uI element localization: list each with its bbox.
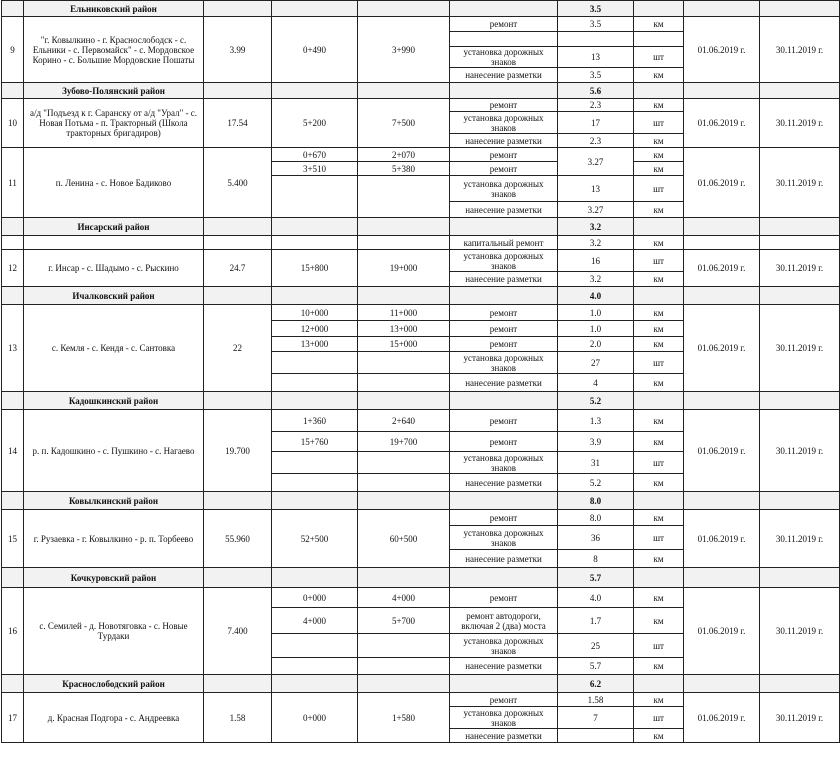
work-volume: 13 bbox=[558, 47, 634, 68]
km-from: 4+000 bbox=[272, 608, 358, 634]
work-volume: 3.5 bbox=[558, 68, 634, 83]
work-volume: 5.7 bbox=[558, 658, 634, 675]
district-name: Краснослободский район bbox=[24, 675, 204, 693]
table-row bbox=[2, 693, 840, 707]
road-length: 1.58 bbox=[204, 693, 272, 743]
km-from: 13+000 bbox=[272, 337, 358, 352]
km-to: 2+640 bbox=[358, 410, 450, 432]
district-total: 3.2 bbox=[558, 218, 634, 236]
road-name: р. п. Кадошкино - с. Пушкино - с. Нагаево bbox=[24, 410, 204, 492]
km-from: 1+360 bbox=[272, 410, 358, 432]
road-length: 5.400 bbox=[204, 148, 272, 218]
work-name: установка дорожных знаков bbox=[450, 707, 558, 729]
work-volume: 27 bbox=[558, 352, 634, 374]
work-name: установка дорожных знаков bbox=[450, 112, 558, 134]
work-unit: км bbox=[634, 162, 684, 176]
work-unit: шт bbox=[634, 452, 684, 474]
district-total: 5.6 bbox=[558, 83, 634, 99]
work-unit: км bbox=[634, 202, 684, 218]
road-name: с. Кемля - с. Кендя - с. Сантовка bbox=[24, 305, 204, 392]
work-name: нанесение разметки bbox=[450, 729, 558, 743]
work-volume bbox=[558, 729, 634, 743]
end-date: 30.11.2019 г. bbox=[760, 510, 840, 568]
km-to: 13+000 bbox=[358, 321, 450, 337]
district-name: Ковылкинский район bbox=[24, 492, 204, 510]
end-date: 30.11.2019 г. bbox=[760, 693, 840, 743]
row-number: 16 bbox=[2, 588, 24, 675]
table-row bbox=[2, 305, 840, 321]
work-volume: 16 bbox=[558, 250, 634, 272]
district-total: 5.2 bbox=[558, 392, 634, 410]
work-name: установка дорожных знаков bbox=[450, 250, 558, 272]
work-unit: км bbox=[634, 693, 684, 707]
road-name: г. Инсар - с. Шадымо - с. Рыскино bbox=[24, 250, 204, 287]
km-to: 1+580 bbox=[358, 693, 450, 743]
road-length: 19.700 bbox=[204, 410, 272, 492]
work-name: установка дорожных знаков bbox=[450, 47, 558, 68]
work-volume: 3.2 bbox=[558, 236, 634, 250]
end-date: 30.11.2019 г. bbox=[760, 250, 840, 287]
road-length: 3.99 bbox=[204, 17, 272, 83]
km-from: 0+000 bbox=[272, 588, 358, 608]
work-name: ремонт bbox=[450, 321, 558, 337]
work-volume: 4 bbox=[558, 374, 634, 392]
start-date: 01.06.2019 г. bbox=[684, 99, 760, 148]
district-row bbox=[2, 287, 840, 305]
work-unit: шт bbox=[634, 112, 684, 134]
row-number: 14 bbox=[2, 410, 24, 492]
district-name: Ельниковский район bbox=[24, 1, 204, 17]
table-row bbox=[2, 236, 840, 250]
work-unit: км bbox=[634, 236, 684, 250]
road-name: г. Рузаевка - г. Ковылкино - р. п. Торбеево bbox=[24, 510, 204, 568]
road-name: с. Семилей - д. Новотяговка - с. Новые Турдаки bbox=[24, 588, 204, 675]
work-name: капитальный ремонт bbox=[450, 236, 558, 250]
work-volume: 4.0 bbox=[558, 588, 634, 608]
end-date: 30.11.2019 г. bbox=[760, 17, 840, 83]
row-number: 12 bbox=[2, 250, 24, 287]
work-unit: км bbox=[634, 305, 684, 321]
district-row bbox=[2, 568, 840, 588]
work-name: ремонт bbox=[450, 510, 558, 526]
work-unit: км bbox=[634, 410, 684, 432]
work-volume: 1.3 bbox=[558, 410, 634, 432]
work-unit: шт bbox=[634, 176, 684, 202]
work-unit: шт bbox=[634, 526, 684, 550]
km-from: 52+500 bbox=[272, 510, 358, 568]
work-unit: км bbox=[634, 134, 684, 148]
district-name: Кадошкинский район bbox=[24, 392, 204, 410]
end-date: 30.11.2019 г. bbox=[760, 588, 840, 675]
km-to: 11+000 bbox=[358, 305, 450, 321]
row-number: 17 bbox=[2, 693, 24, 743]
end-date: 30.11.2019 г. bbox=[760, 410, 840, 492]
work-volume: 8.0 bbox=[558, 510, 634, 526]
work-name: установка дорожных знаков bbox=[450, 634, 558, 658]
work-unit: км bbox=[634, 658, 684, 675]
district-name: Кочкуровский район bbox=[24, 568, 204, 588]
km-to: 19+000 bbox=[358, 250, 450, 287]
km-from: 3+510 bbox=[272, 162, 358, 176]
row-number: 15 bbox=[2, 510, 24, 568]
work-unit: км bbox=[634, 729, 684, 743]
start-date: 01.06.2019 г. bbox=[684, 510, 760, 568]
district-name: Инсарский район bbox=[24, 218, 204, 236]
work-name: ремонт bbox=[450, 305, 558, 321]
road-length: 22 bbox=[204, 305, 272, 392]
work-name: нанесение разметки bbox=[450, 474, 558, 492]
work-name: ремонт автодороги, включая 2 (два) моста bbox=[450, 608, 558, 634]
row-number: 13 bbox=[2, 305, 24, 392]
start-date: 01.06.2019 г. bbox=[684, 410, 760, 492]
road-name: "г. Ковылкино - г. Краснослободск - с. Ельники - с. Первомайск" - с. Мордовское Корино - с. Большие Мордовские Пошаты bbox=[24, 17, 204, 83]
row-number: 11 bbox=[2, 148, 24, 218]
km-from: 0+490 bbox=[272, 17, 358, 83]
work-name: установка дорожных знаков bbox=[450, 452, 558, 474]
work-unit: км bbox=[634, 17, 684, 32]
road-works-table bbox=[1, 0, 840, 743]
work-volume: 1.7 bbox=[558, 608, 634, 634]
end-date: 30.11.2019 г. bbox=[760, 148, 840, 218]
table-row bbox=[2, 410, 840, 432]
work-name: нанесение разметки bbox=[450, 134, 558, 148]
km-from: 10+000 bbox=[272, 305, 358, 321]
work-volume: 8 bbox=[558, 550, 634, 568]
km-from: 0+000 bbox=[272, 693, 358, 743]
km-to: 5+380 bbox=[358, 162, 450, 176]
km-from: 0+670 bbox=[272, 148, 358, 162]
work-name: ремонт bbox=[450, 432, 558, 452]
district-row bbox=[2, 675, 840, 693]
km-to: 2+070 bbox=[358, 148, 450, 162]
start-date: 01.06.2019 г. bbox=[684, 17, 760, 83]
work-unit: шт bbox=[634, 250, 684, 272]
work-unit: шт bbox=[634, 634, 684, 658]
work-unit: км bbox=[634, 608, 684, 634]
start-date: 01.06.2019 г. bbox=[684, 148, 760, 218]
district-total: 6.2 bbox=[558, 675, 634, 693]
km-to: 3+990 bbox=[358, 17, 450, 83]
km-to: 7+500 bbox=[358, 99, 450, 148]
km-from: 15+760 bbox=[272, 432, 358, 452]
work-volume: 1.0 bbox=[558, 305, 634, 321]
work-name: ремонт bbox=[450, 17, 558, 32]
km-to: 19+700 bbox=[358, 432, 450, 452]
work-unit: км bbox=[634, 432, 684, 452]
district-total: 3.5 bbox=[558, 1, 634, 17]
work-unit: км bbox=[634, 374, 684, 392]
work-name: установка дорожных знаков bbox=[450, 526, 558, 550]
work-name: ремонт bbox=[450, 693, 558, 707]
row-number: 10 bbox=[2, 99, 24, 148]
km-to: 15+000 bbox=[358, 337, 450, 352]
district-row bbox=[2, 83, 840, 99]
table-row bbox=[2, 250, 840, 272]
km-to: 4+000 bbox=[358, 588, 450, 608]
work-volume: 13 bbox=[558, 176, 634, 202]
work-unit: км bbox=[634, 510, 684, 526]
km-from: 5+200 bbox=[272, 99, 358, 148]
work-volume: 1.0 bbox=[558, 321, 634, 337]
road-name: д. Красная Подгора - с. Андреевка bbox=[24, 693, 204, 743]
row-number: 9 bbox=[2, 17, 24, 83]
work-unit: км bbox=[634, 148, 684, 162]
work-name: установка дорожных знаков bbox=[450, 352, 558, 374]
work-unit: км bbox=[634, 68, 684, 83]
work-unit: км bbox=[634, 550, 684, 568]
work-name: ремонт bbox=[450, 148, 558, 162]
work-name: нанесение разметки bbox=[450, 658, 558, 675]
work-volume: 31 bbox=[558, 452, 634, 474]
km-from: 12+000 bbox=[272, 321, 358, 337]
district-row bbox=[2, 218, 840, 236]
work-unit: км bbox=[634, 321, 684, 337]
work-unit: км bbox=[634, 337, 684, 352]
work-volume: 3.27 bbox=[558, 202, 634, 218]
work-name: ремонт bbox=[450, 337, 558, 352]
end-date: 30.11.2019 г. bbox=[760, 99, 840, 148]
work-unit: км bbox=[634, 588, 684, 608]
table-row bbox=[2, 148, 840, 162]
start-date: 01.06.2019 г. bbox=[684, 693, 760, 743]
work-unit: км bbox=[634, 99, 684, 112]
work-name: ремонт bbox=[450, 99, 558, 112]
road-length: 7.400 bbox=[204, 588, 272, 675]
work-unit: км bbox=[634, 272, 684, 287]
km-to: 5+700 bbox=[358, 608, 450, 634]
work-volume: 2.3 bbox=[558, 134, 634, 148]
work-name: ремонт bbox=[450, 162, 558, 176]
work-unit: шт bbox=[634, 707, 684, 729]
table-row bbox=[2, 17, 840, 32]
work-name: нанесение разметки bbox=[450, 272, 558, 287]
work-volume: 25 bbox=[558, 634, 634, 658]
table-row bbox=[2, 588, 840, 608]
work-volume: 3.5 bbox=[558, 17, 634, 32]
road-length: 17.54 bbox=[204, 99, 272, 148]
work-unit: шт bbox=[634, 47, 684, 68]
district-row bbox=[2, 492, 840, 510]
work-name: ремонт bbox=[450, 410, 558, 432]
start-date: 01.06.2019 г. bbox=[684, 588, 760, 675]
start-date: 01.06.2019 г. bbox=[684, 305, 760, 392]
road-length: 24.7 bbox=[204, 250, 272, 287]
work-volume: 1.58 bbox=[558, 693, 634, 707]
table-row bbox=[2, 99, 840, 112]
district-total: 8.0 bbox=[558, 492, 634, 510]
work-unit: шт bbox=[634, 352, 684, 374]
km-from: 15+800 bbox=[272, 250, 358, 287]
work-volume: 36 bbox=[558, 526, 634, 550]
work-volume: 5.2 bbox=[558, 474, 634, 492]
road-name: п. Ленина - с. Новое Бадиково bbox=[24, 148, 204, 218]
work-volume: 17 bbox=[558, 112, 634, 134]
road-name: а/д "Подъезд к г. Саранску от а/д "Урал" - с. Новая Потьма - п. Тракторный (Школа тракторных бригадиров) bbox=[24, 99, 204, 148]
work-name: нанесение разметки bbox=[450, 68, 558, 83]
work-name: установка дорожных знаков bbox=[450, 176, 558, 202]
work-name: нанесение разметки bbox=[450, 374, 558, 392]
district-total: 4.0 bbox=[558, 287, 634, 305]
district-name: Зубово-Полянский район bbox=[24, 83, 204, 99]
end-date: 30.11.2019 г. bbox=[760, 305, 840, 392]
work-name: нанесение разметки bbox=[450, 202, 558, 218]
district-name: Ичалковский район bbox=[24, 287, 204, 305]
district-row bbox=[2, 1, 840, 17]
road-length: 55.960 bbox=[204, 510, 272, 568]
district-row bbox=[2, 392, 840, 410]
work-volume: 3.27 bbox=[558, 148, 634, 176]
work-volume: 7 bbox=[558, 707, 634, 729]
work-unit: км bbox=[634, 474, 684, 492]
work-name: ремонт bbox=[450, 588, 558, 608]
work-volume: 3.2 bbox=[558, 272, 634, 287]
table-row bbox=[2, 510, 840, 526]
work-name: нанесение разметки bbox=[450, 550, 558, 568]
work-volume: 2.3 bbox=[558, 99, 634, 112]
work-volume: 2.0 bbox=[558, 337, 634, 352]
work-volume: 3.9 bbox=[558, 432, 634, 452]
start-date: 01.06.2019 г. bbox=[684, 250, 760, 287]
district-total: 5.7 bbox=[558, 568, 634, 588]
km-to: 60+500 bbox=[358, 510, 450, 568]
